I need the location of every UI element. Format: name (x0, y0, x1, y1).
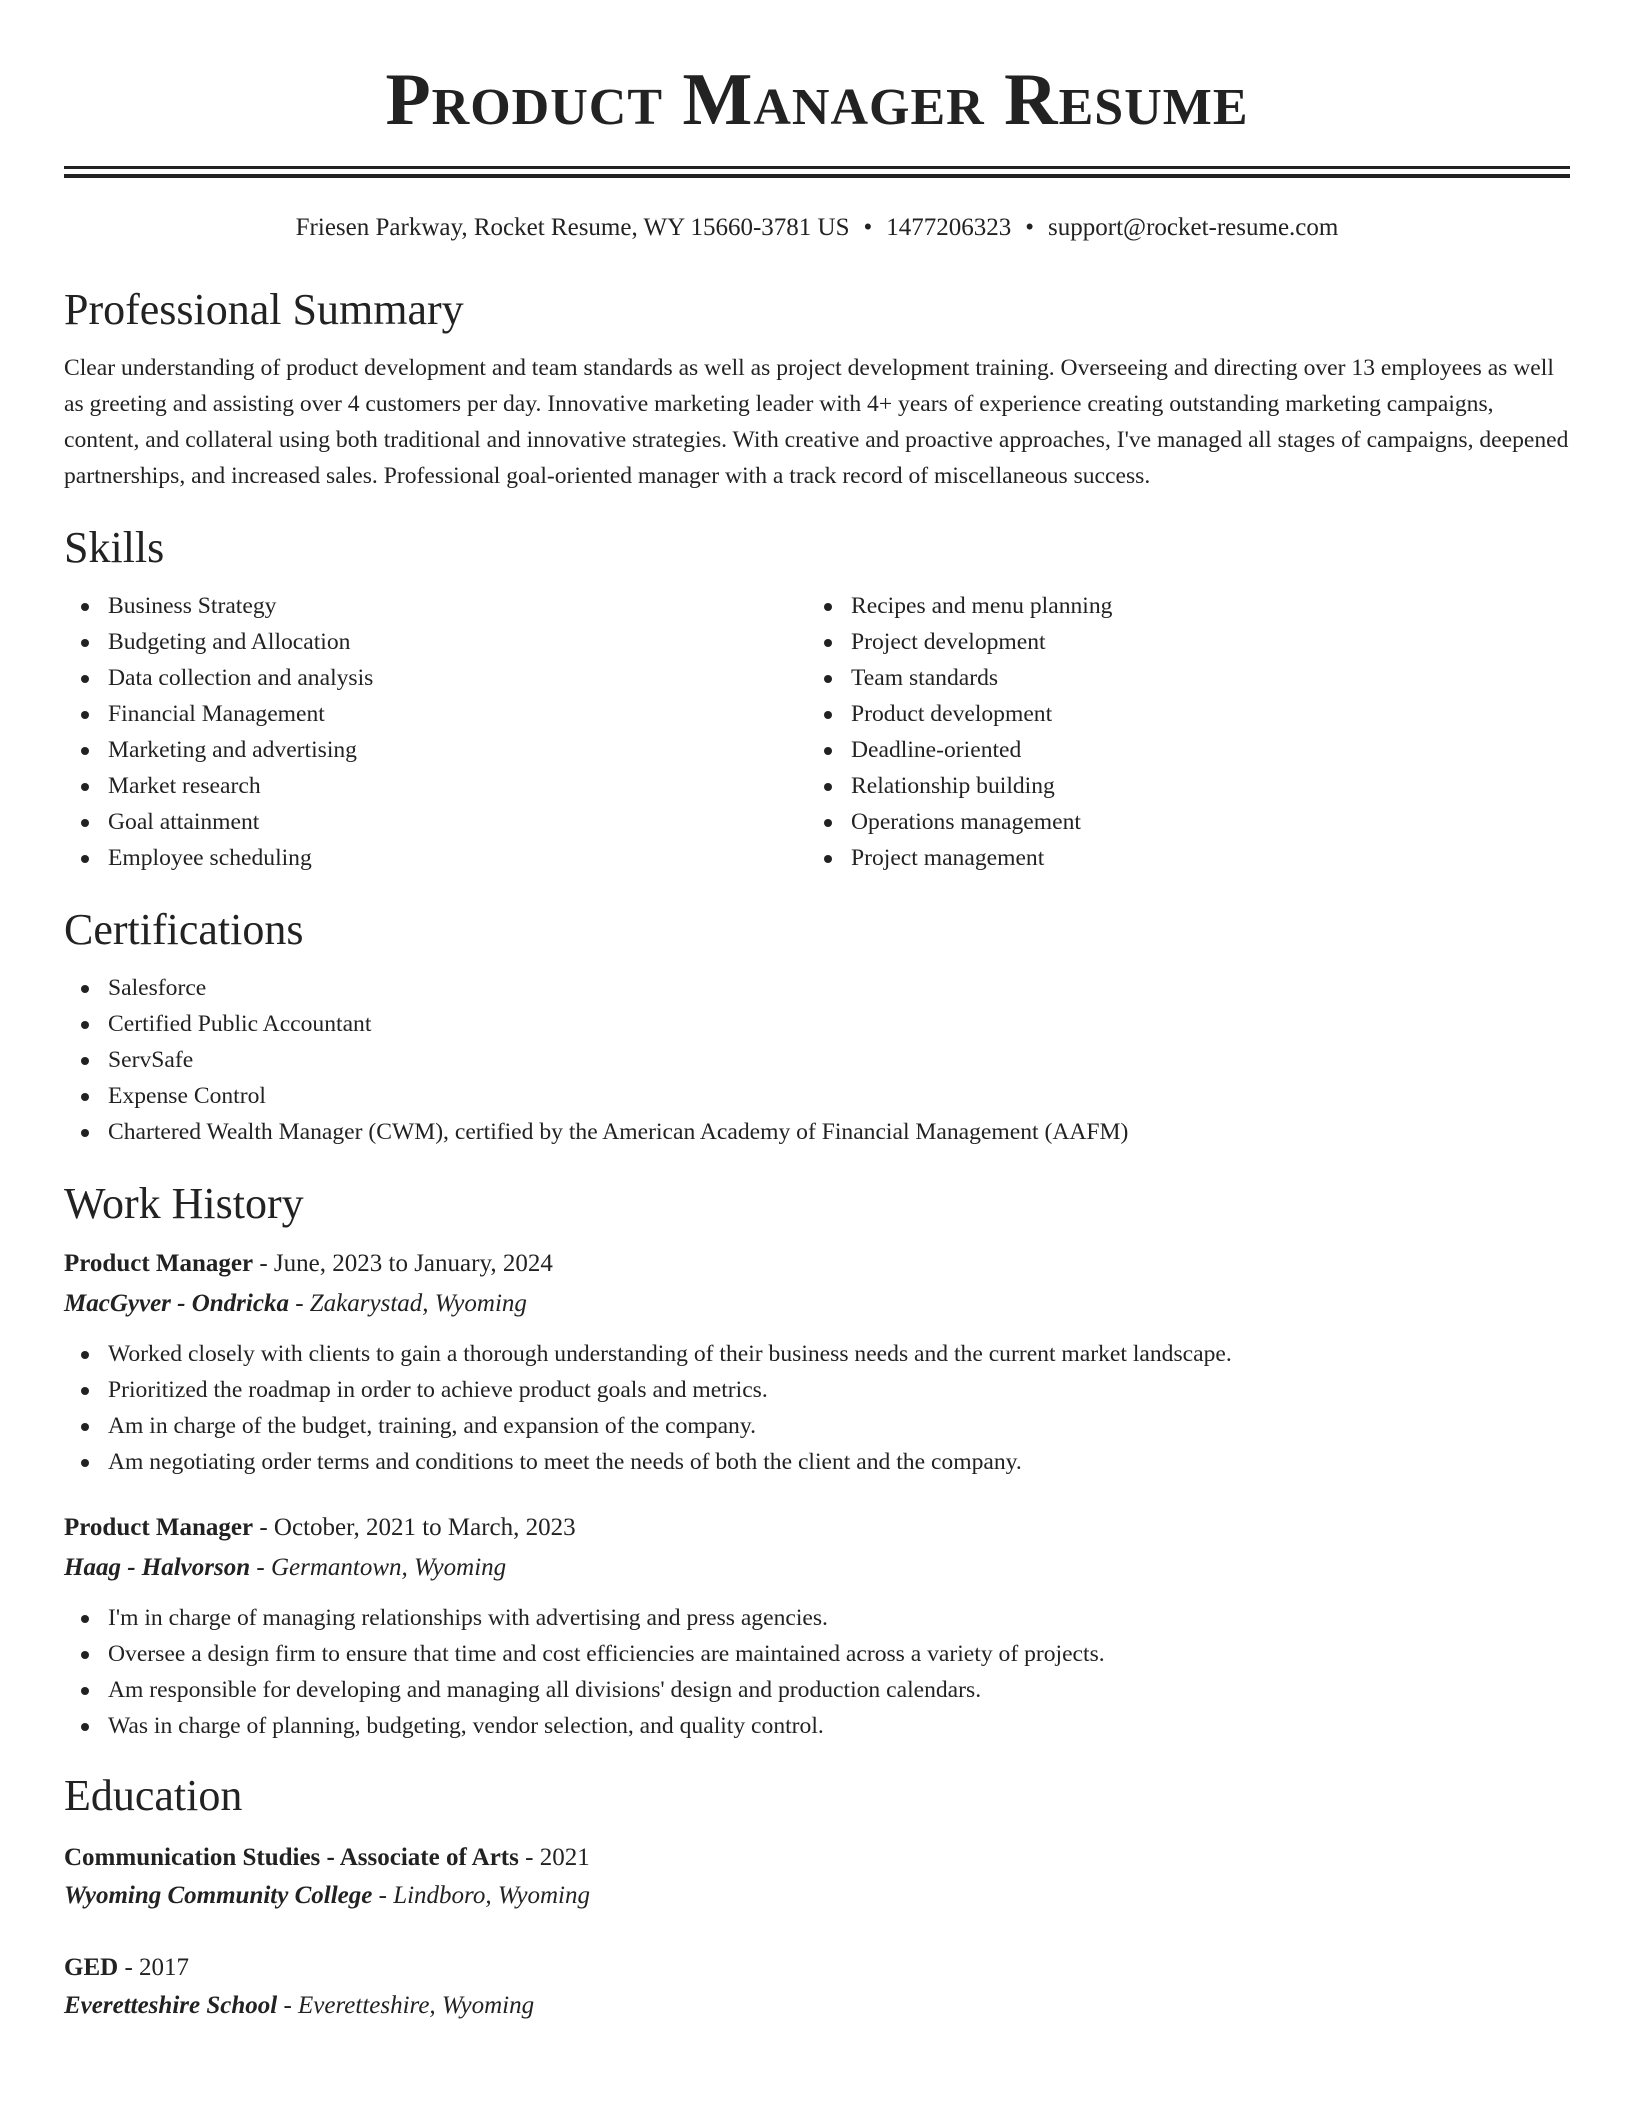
job-duties-list (64, 1600, 1570, 1744)
skill-item: Financial Management (64, 696, 807, 732)
job-dates: October, 2021 to March, 2023 (273, 1514, 576, 1541)
skill-item: Team standards (807, 660, 1550, 696)
education-school-line: Wyoming Community College - Lindboro, Wyoming (64, 1882, 590, 1909)
job-employer-line: MacGyver - Ondricka - Zakarystad, Wyoming (64, 1290, 527, 1317)
certification-item: Expense Control (64, 1078, 1570, 1114)
job-title-line: Product Manager - June, 2023 to January, 2024 (64, 1250, 553, 1277)
job-location: Germantown, Wyoming (270, 1554, 507, 1581)
certification-item: Salesforce (64, 970, 1570, 1006)
skill-item: Data collection and analysis (64, 660, 807, 696)
skill-item: Marketing and advertising (64, 732, 807, 768)
skill-item: Goal attainment (64, 804, 807, 840)
title-rule-bottom (64, 174, 1570, 178)
contact-separator: • (1025, 214, 1035, 241)
job-title-line: Product Manager - October, 2021 to March, 2023 (64, 1514, 576, 1541)
certification-item: Chartered Wealth Manager (CWM), certified by the American Academy of Financial Management (AAFM) (64, 1114, 1570, 1150)
job-duty: Am responsible for developing and managing all divisions' design and production calendars. (64, 1672, 1570, 1708)
job-employer: Haag - Halvorson (64, 1554, 251, 1581)
skills-column-right (807, 588, 1550, 876)
job-duty: Am negotiating order terms and conditions to meet the needs of both the client and the company. (64, 1444, 1570, 1480)
education-heading: Education (64, 1771, 243, 1820)
education-location: Lindboro, Wyoming (393, 1882, 590, 1909)
resume-page (64, 0, 1570, 2024)
certifications-list (64, 970, 1570, 1150)
certification-item: Certified Public Accountant (64, 1006, 1570, 1042)
certifications-heading: Certifications (64, 905, 304, 954)
education-degree-line: GED - 2017 (64, 1954, 190, 1981)
skill-item: Product development (807, 696, 1550, 732)
contact-address: Friesen Parkway, Rocket Resume, WY 15660-3781 US (295, 214, 850, 241)
job-duty: Am in charge of the budget, training, and expansion of the company. (64, 1408, 1570, 1444)
education-degree-line: Communication Studies - Associate of Arts - 2021 (64, 1844, 590, 1871)
job-title: Product Manager (64, 1514, 254, 1541)
skill-item: Recipes and menu planning (807, 588, 1550, 624)
work-history-heading: Work History (64, 1179, 304, 1228)
skill-item: Employee scheduling (64, 840, 807, 876)
job-duty: Worked closely with clients to gain a thorough understanding of their business needs and the current market landscape. (64, 1336, 1570, 1372)
contact-line (64, 212, 1570, 244)
job-duty: Oversee a design firm to ensure that time and cost efficiencies are maintained across a variety of projects. (64, 1636, 1570, 1672)
education-entry (64, 1840, 1570, 1914)
job-location: Zakarystad, Wyoming (309, 1290, 527, 1317)
education-location: Everetteshire, Wyoming (298, 1992, 535, 2019)
education-degree: GED (64, 1954, 119, 1981)
education-year: 2017 (139, 1954, 190, 1981)
job-duty: Was in charge of planning, budgeting, vendor selection, and quality control. (64, 1708, 1570, 1744)
summary-text: Clear understanding of product development and team standards as well as project development training. Overseeing and directing over 13 employees as well as greeting and assisting over 4 customers per day. Innovative marketing leader with 4+ years of experience creating outstanding marketing campaigns, content, and collateral using both traditional and innovative strategies. With creative and proactive approaches, I've managed all stages of campaigns, deepened partnerships, and increased sales. Professional goal-oriented manager with a track record of miscellaneous success. (64, 355, 1569, 489)
skill-item: Operations management (807, 804, 1550, 840)
skill-item: Budgeting and Allocation (64, 624, 807, 660)
education-school: Wyoming Community College (64, 1882, 373, 1909)
skills-column-left (64, 588, 807, 876)
job-title: Product Manager (64, 1250, 254, 1277)
certification-item: ServSafe (64, 1042, 1570, 1078)
resume-title: Product Manager Resume (385, 59, 1249, 141)
job-employer-line: Haag - Halvorson - Germantown, Wyoming (64, 1554, 507, 1581)
skill-item: Project development (807, 624, 1550, 660)
skills-heading: Skills (64, 523, 165, 572)
education-degree: Communication Studies - Associate of Arts (64, 1844, 519, 1871)
job-duties-list (64, 1336, 1570, 1480)
skill-item: Business Strategy (64, 588, 807, 624)
job-duty: Prioritized the roadmap in order to achieve product goals and metrics. (64, 1372, 1570, 1408)
summary-heading: Professional Summary (64, 285, 464, 334)
job-dates: June, 2023 to January, 2024 (273, 1250, 553, 1277)
contact-separator: • (863, 214, 873, 241)
contact-phone: 1477206323 (886, 214, 1012, 241)
education-year: 2021 (539, 1844, 590, 1871)
contact-email: support@rocket-resume.com (1048, 214, 1339, 241)
job-entry (64, 1510, 1570, 1744)
skills-list (64, 588, 1570, 876)
skill-item: Relationship building (807, 768, 1550, 804)
education-school-line: Everetteshire School - Everetteshire, Wyoming (64, 1992, 535, 2019)
skill-item: Project management (807, 840, 1550, 876)
job-employer: MacGyver - Ondricka (64, 1290, 289, 1317)
job-entry (64, 1246, 1570, 1480)
job-duty: I'm in charge of managing relationships with advertising and press agencies. (64, 1600, 1570, 1636)
education-entry (64, 1950, 1570, 2024)
skill-item: Market research (64, 768, 807, 804)
education-school: Everetteshire School (64, 1992, 278, 2019)
skill-item: Deadline-oriented (807, 732, 1550, 768)
